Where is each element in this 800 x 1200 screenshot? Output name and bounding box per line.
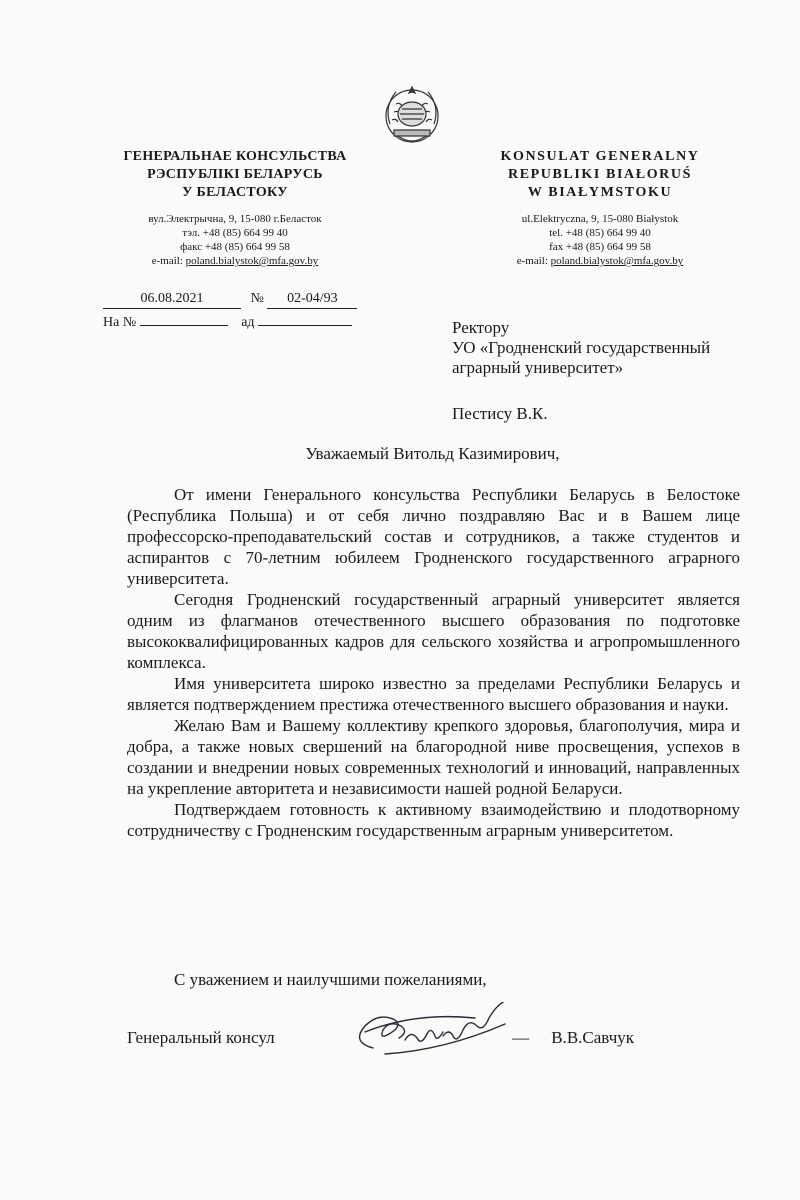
number-label: №: [250, 291, 264, 306]
closing: С уважением и наилучшими пожеланиями,: [174, 970, 487, 989]
recipient-block: Ректору УО «Гродненский государственный аграрный университет» Пестису В.К.: [452, 318, 711, 423]
org-name-pl: KONSULAT GENERALNY REPUBLIKI BIAŁORUŚ W BIAŁYMSTOKU: [500, 149, 700, 200]
in-reply-blank: [140, 325, 228, 326]
org-name-by: ГЕНЕРАЛЬНАЕ КОНСУЛЬСТВА РЭСПУБЛІКІ БЕЛАРУСЬ У БЕЛАСТОКУ: [123, 149, 347, 200]
phone: tel. +48 (85) 664 99 40: [549, 227, 651, 239]
paragraph: Имя университета широко известно за пределами Республики Беларусь и является подтверждением престижа отечественного высшего образования и науки.: [127, 674, 740, 714]
fax: fax +48 (85) 664 99 58: [549, 241, 651, 253]
paragraph: Сегодня Гродненский государственный аграрный университет является одним из флагманов отечественного высшего образования по подготовке высококвалифицированных кадров для сельского хозяйства и агропромышленного комплекса.: [127, 590, 740, 672]
paragraph: Желаю Вам и Вашему коллективу крепкого здоровья, благополучия, мира и добра, а также новых свершений на благородной ниве просвещения, успехов в создании и внедрении новых современных технологий и инноваций, направленных на укрепление авторитета и независимости нашей родной Беларуси.: [127, 716, 740, 798]
phone: тэл. +48 (85) 664 99 40: [182, 227, 288, 239]
recipient-name: Пестису В.К.: [452, 404, 548, 423]
header-left: [95, 148, 375, 268]
letter-body: [127, 484, 740, 841]
email-link[interactable]: poland.bialystok@mfa.gov.by: [550, 255, 684, 267]
email-line: e-mail: poland.bialystok@mfa.gov.by: [516, 255, 684, 267]
contacts-by: [95, 212, 375, 268]
paragraph: Подтверждаем готовность к активному взаимодействию и плодотворному сотрудничеству с Гродненским государственным аграрным университетом.: [127, 800, 740, 840]
letter-date: 06.08.2021: [103, 290, 241, 309]
in-reply-label: На №: [103, 315, 137, 330]
ad-blank: [258, 325, 352, 326]
signer-name: В.В.Савчук: [551, 1028, 635, 1047]
address: вул.Электрычна, 9, 15-080 г.Беласток: [148, 213, 322, 225]
address: ul.Elektryczna, 9, 15-080 Białystok: [521, 213, 679, 225]
signer-name-line: [512, 1028, 634, 1048]
ad-label: ад: [241, 315, 255, 330]
reference-line-1: [103, 290, 357, 309]
letter-number: 02-04/93: [267, 290, 357, 309]
state-emblem-icon: [380, 84, 444, 150]
contacts-pl: [460, 212, 740, 268]
reference-line-2: [103, 314, 352, 332]
email-line: e-mail: poland.bialystok@mfa.gov.by: [151, 255, 319, 267]
paragraph: От имени Генерального консульства Республики Беларусь в Белостоке (Республика Польша) и от себя лично поздравляю Вас и в Вашем лице профессорско-преподавательский состав и сотрудников, а также студентов и аспирантов с 70-летним юбилеем Гродненского государственного аграрного университета.: [127, 485, 740, 588]
header-right: [460, 148, 740, 268]
email-link[interactable]: poland.bialystok@mfa.gov.by: [185, 255, 319, 267]
signature-dash: —: [512, 1028, 529, 1047]
signer-title: Генеральный консул: [127, 1028, 275, 1047]
salutation: Уважаемый Витольд Казимирович,: [305, 444, 560, 463]
fax: факс +48 (85) 664 99 58: [180, 241, 290, 253]
